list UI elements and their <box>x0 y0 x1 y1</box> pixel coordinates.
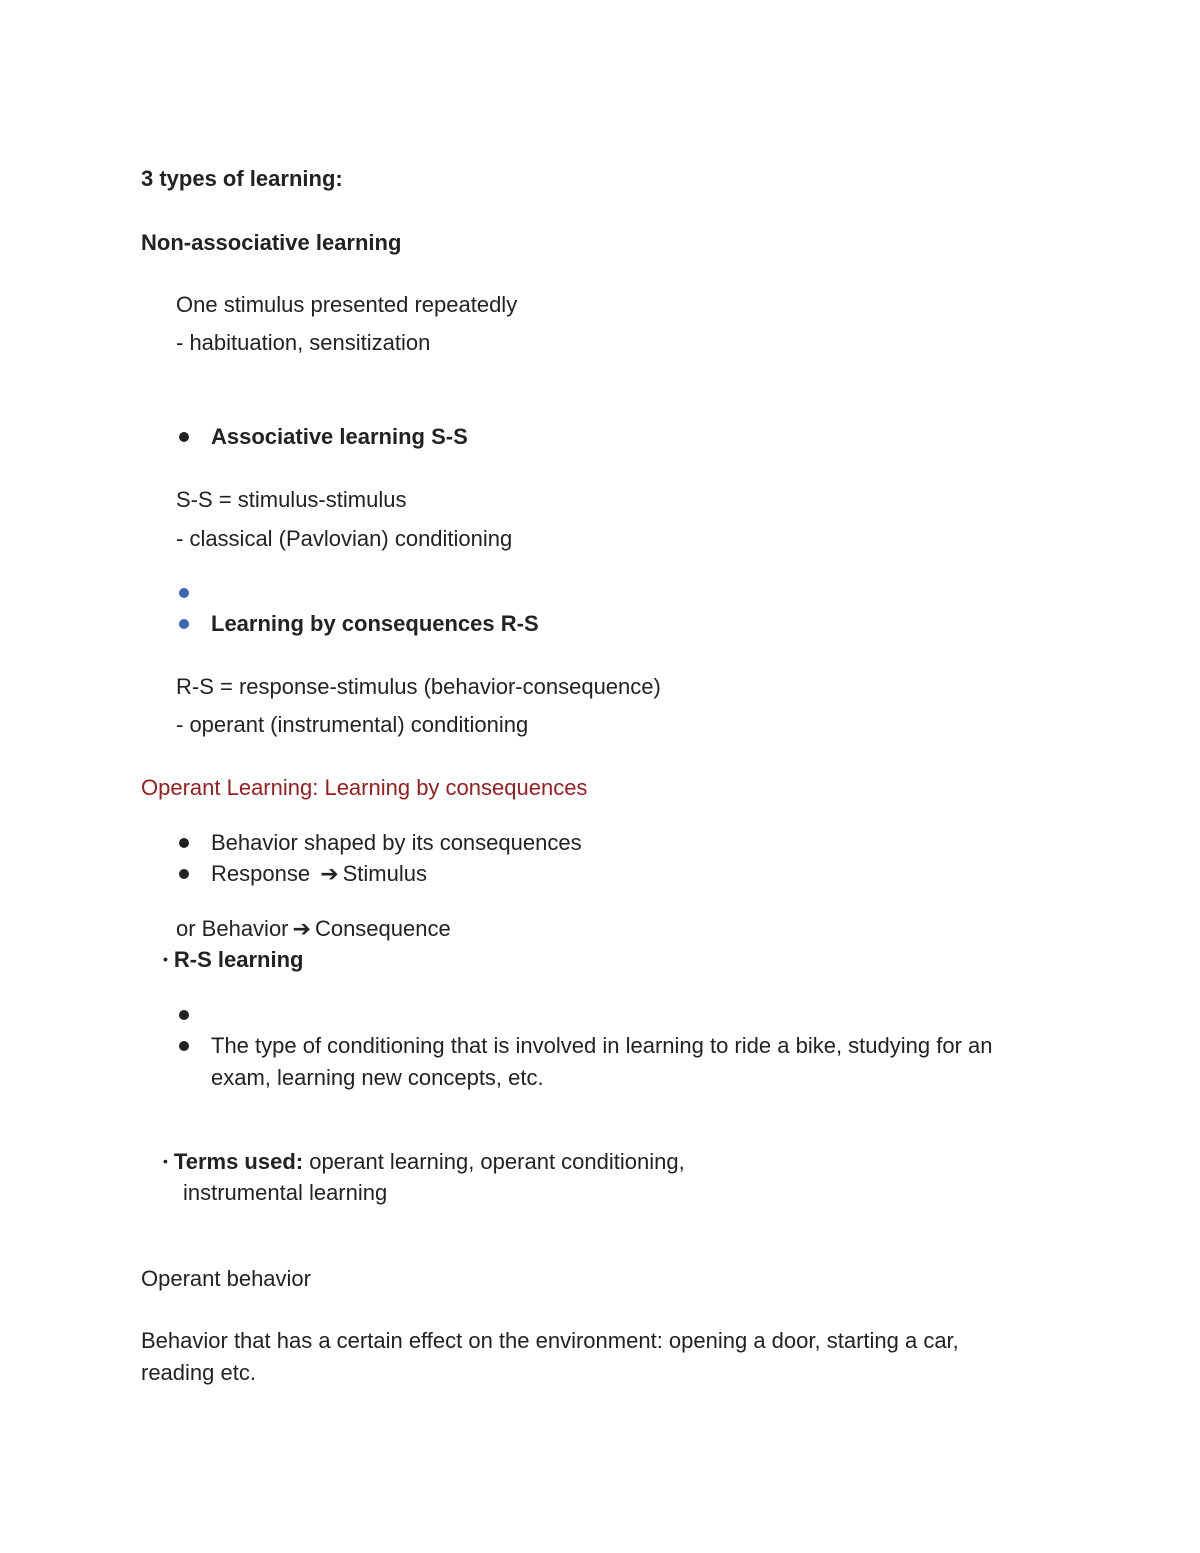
section-heading-operant: Operant Learning: Learning by consequences <box>141 775 588 800</box>
small-bullet-icon: • <box>163 1153 168 1169</box>
bullet-icon <box>179 1041 189 1051</box>
operant-or-line <box>176 918 451 940</box>
terms-used-value: operant learning, operant conditioning, <box>303 1149 685 1174</box>
section-heading-non-associative: Non-associative learning <box>141 230 402 255</box>
section-heading-consequences: Learning by consequences R-S <box>211 611 539 636</box>
arrow-right-icon: ➔ <box>292 916 311 941</box>
bullet-icon <box>179 432 189 442</box>
section-heading-associative: Associative learning S-S <box>211 424 468 449</box>
operant-bullet-2-stimulus: Stimulus <box>342 861 427 886</box>
arrow-right-icon: ➔ <box>320 861 339 886</box>
terms-used-line-2: instrumental learning <box>183 1180 388 1205</box>
rs-learning-label: R-S learning <box>173 947 304 972</box>
operant-or-consequence: Consequence <box>314 916 451 941</box>
operant-bullet-1: Behavior shaped by its consequences <box>211 830 582 855</box>
small-bullet-icon: • <box>163 951 168 967</box>
operant-or-behavior: or Behavior <box>176 916 289 941</box>
consequences-line-1: R-S = response-stimulus (behavior-consequence) <box>176 674 661 699</box>
operant-behavior-line-1: Behavior that has a certain effect on the environment: opening a door, starting a car, <box>141 1328 959 1353</box>
section-heading-operant-behavior: Operant behavior <box>141 1266 311 1291</box>
rs-learning-line <box>163 949 303 971</box>
associative-line-2: - classical (Pavlovian) conditioning <box>176 526 513 551</box>
empty-bullet-icon <box>179 1010 189 1020</box>
bullet-icon <box>179 869 189 879</box>
conditioning-type-line-2: exam, learning new concepts, etc. <box>211 1065 544 1090</box>
operant-bullet-2-response: Response <box>211 861 317 886</box>
non-associative-line-1: One stimulus presented repeatedly <box>176 292 518 317</box>
empty-bullet-icon <box>179 588 189 598</box>
non-associative-line-2: - habituation, sensitization <box>176 330 431 355</box>
page-title: 3 types of learning: <box>141 166 343 191</box>
terms-used-line <box>163 1151 685 1173</box>
terms-used-label: Terms used: <box>173 1149 304 1174</box>
operant-bullet-2 <box>211 863 427 885</box>
conditioning-type-line-1: The type of conditioning that is involved in learning to ride a bike, studying for an <box>211 1033 993 1058</box>
operant-behavior-line-2: reading etc. <box>141 1360 256 1385</box>
bullet-icon <box>179 619 189 629</box>
associative-line-1: S-S = stimulus-stimulus <box>176 487 407 512</box>
consequences-line-2: - operant (instrumental) conditioning <box>176 712 529 737</box>
bullet-icon <box>179 838 189 848</box>
